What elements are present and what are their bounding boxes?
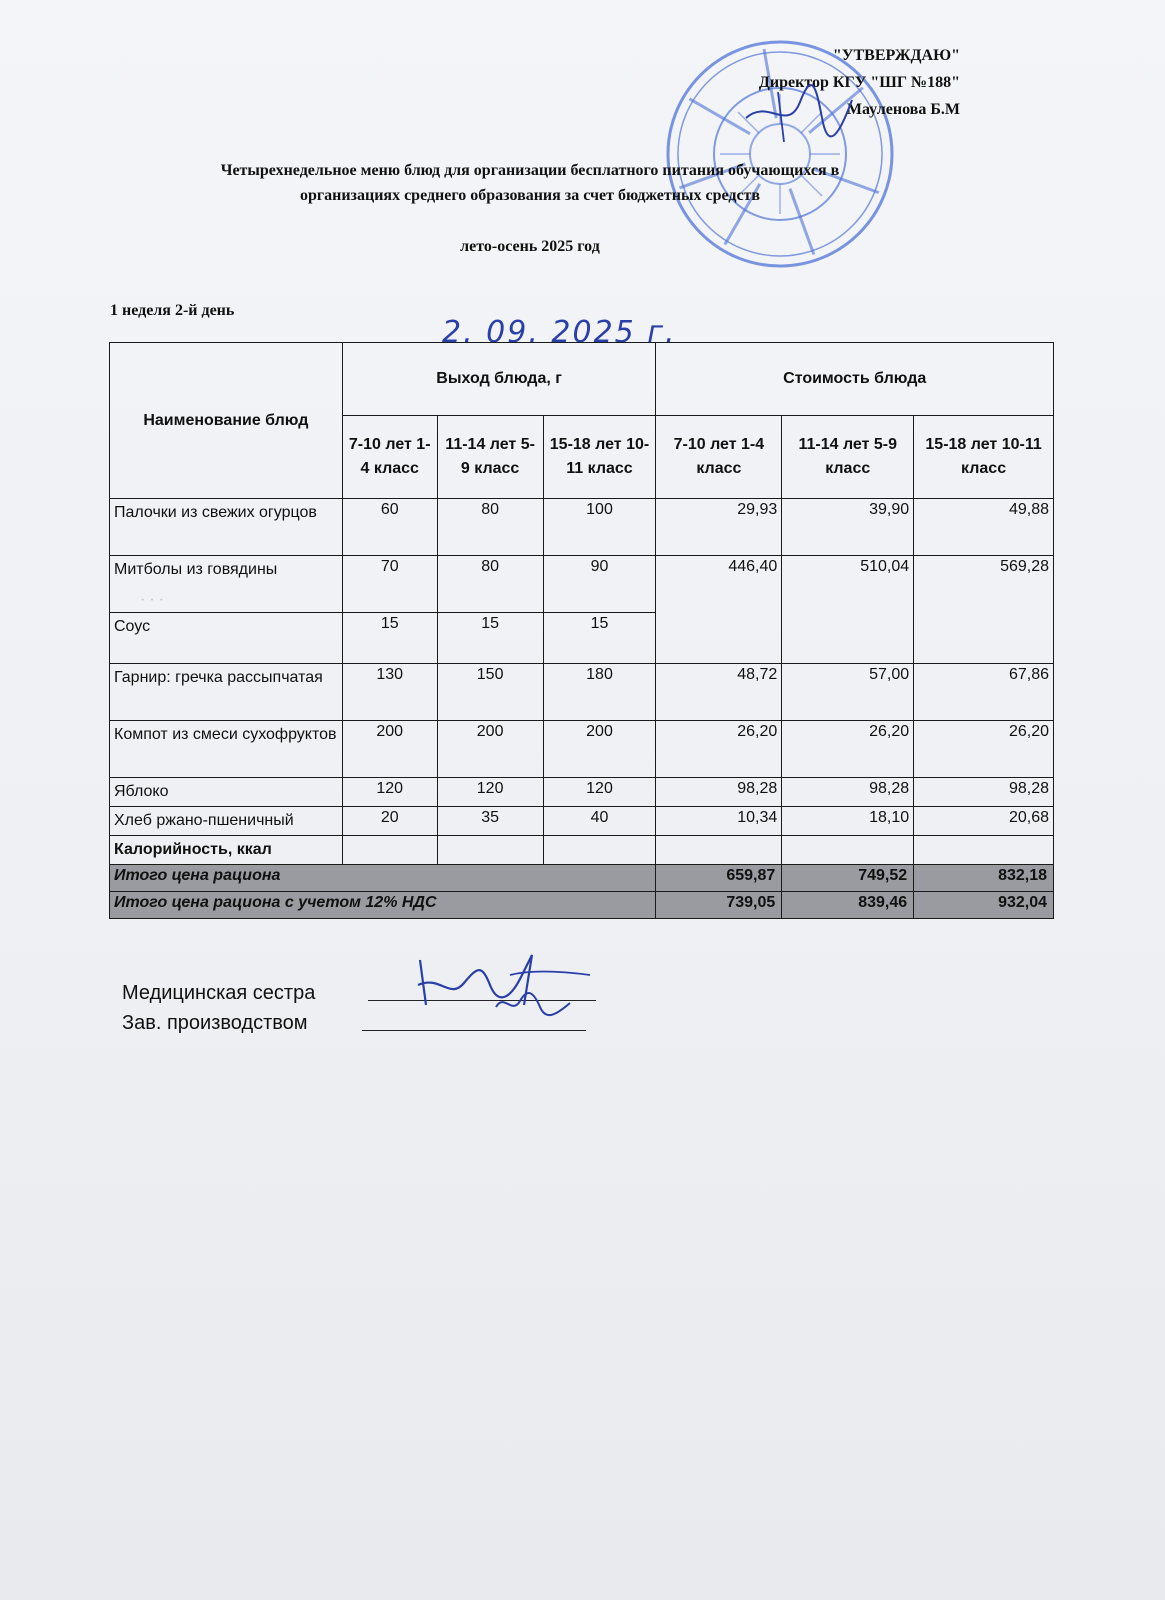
dish-name: Компот из смеси сухофруктов: [110, 721, 343, 778]
yield-cell: 180: [543, 664, 656, 721]
table-row: [110, 499, 1054, 556]
cost-cell: 49,88: [914, 499, 1054, 556]
dish-name: Гарнир: гречка рассыпчатая: [110, 664, 343, 721]
total-cost: 749,52: [782, 865, 914, 892]
signature-labels: [122, 978, 315, 1038]
document-title: [100, 158, 960, 208]
week-day-label: 1 неделя 2-й день: [110, 302, 235, 319]
yield-cell: 200: [437, 721, 543, 778]
cost-cell: 57,00: [782, 664, 914, 721]
table-row: [110, 807, 1054, 836]
total-row: [110, 865, 1054, 892]
cost-cell: 26,20: [782, 721, 914, 778]
cost-cell: 26,20: [656, 721, 782, 778]
empty-cell: [437, 836, 543, 865]
empty-cell: [342, 836, 437, 865]
cost-cell: 48,72: [656, 664, 782, 721]
total-vat-row: [110, 892, 1054, 919]
subheader: 11-14 лет 5-9 класс: [782, 416, 914, 499]
cost-cell: 446,40: [656, 556, 782, 664]
total-cost: 659,87: [656, 865, 782, 892]
table-row: [110, 664, 1054, 721]
yield-cell: 15: [543, 613, 656, 664]
cost-cell: 29,93: [656, 499, 782, 556]
total-cost: 832,18: [914, 865, 1054, 892]
production-label: Зав. производством: [122, 1012, 308, 1034]
director-signature-icon: [738, 78, 858, 148]
table-row: [110, 778, 1054, 807]
cost-cell: 510,04: [782, 556, 914, 664]
yield-cell: 80: [437, 556, 543, 613]
approval-line1: "УТВЕРЖДАЮ": [832, 47, 960, 64]
empty-cell: [656, 836, 782, 865]
yield-cell: 20: [342, 807, 437, 836]
yield-cell: 35: [437, 807, 543, 836]
yield-cell: 100: [543, 499, 656, 556]
yield-cell: 15: [342, 613, 437, 664]
handwritten-signature-icon: [400, 945, 600, 1030]
total-vat-cost: 739,05: [656, 892, 782, 919]
total-vat-cost: 932,04: [914, 892, 1054, 919]
yield-cell: 200: [543, 721, 656, 778]
menu-table: [109, 342, 1054, 919]
yield-cell: 130: [342, 664, 437, 721]
total-vat-label: Итого цена рациона с учетом 12% НДС: [110, 892, 656, 919]
col-dish-name: Наименование блюд: [110, 343, 343, 499]
show-through-text: · · ·: [140, 592, 164, 609]
cost-cell: 39,90: [782, 499, 914, 556]
empty-cell: [543, 836, 656, 865]
calories-label: Калорийность, ккал: [110, 836, 343, 865]
dish-name: Хлеб ржано-пшеничный: [110, 807, 343, 836]
yield-cell: 60: [342, 499, 437, 556]
approval-line2: Директор КГУ "ШГ №188": [758, 74, 960, 91]
cost-cell: 98,28: [914, 778, 1054, 807]
yield-cell: 120: [342, 778, 437, 807]
yield-cell: 120: [543, 778, 656, 807]
yield-cell: 200: [342, 721, 437, 778]
total-label: Итого цена рациона: [110, 865, 656, 892]
subheader: 15-18 лет 10-11 класс: [914, 416, 1054, 499]
cost-cell: 569,28: [914, 556, 1054, 664]
table-row: [110, 721, 1054, 778]
title-line2: организациях среднего образования за счет бюджетных средств: [299, 187, 761, 204]
yield-cell: 70: [342, 556, 437, 613]
total-vat-cost: 839,46: [782, 892, 914, 919]
yield-cell: 120: [437, 778, 543, 807]
col-group-yield: Выход блюда, г: [342, 343, 656, 416]
table-header-row: [110, 343, 1054, 416]
table-row: [110, 556, 1054, 613]
dish-name: Соус: [110, 613, 343, 664]
col-group-cost: Стоимость блюда: [656, 343, 1054, 416]
yield-cell: 150: [437, 664, 543, 721]
yield-cell: 90: [543, 556, 656, 613]
yield-cell: 15: [437, 613, 543, 664]
calories-row: [110, 836, 1054, 865]
empty-cell: [914, 836, 1054, 865]
nurse-label: Медицинская сестра: [122, 982, 316, 1004]
cost-cell: 20,68: [914, 807, 1054, 836]
season-label: лето-осень 2025 год: [460, 238, 600, 255]
cost-cell: 98,28: [656, 778, 782, 807]
production-signature-line: [362, 1030, 586, 1031]
subheader: 11-14 лет 5-9 класс: [437, 416, 543, 499]
approval-line3: Мауленова Б.М: [846, 101, 960, 118]
yield-cell: 80: [437, 499, 543, 556]
dish-name: Митболы из говядины: [110, 556, 343, 613]
empty-cell: [782, 836, 914, 865]
subheader: 7-10 лет 1-4 класс: [342, 416, 437, 499]
dish-name: Яблоко: [110, 778, 343, 807]
cost-cell: 18,10: [782, 807, 914, 836]
yield-cell: 40: [543, 807, 656, 836]
cost-cell: 10,34: [656, 807, 782, 836]
subheader: 15-18 лет 10-11 класс: [543, 416, 656, 499]
cost-cell: 98,28: [782, 778, 914, 807]
subheader: 7-10 лет 1-4 класс: [656, 416, 782, 499]
title-line1: Четырехнедельное меню блюд для организации бесплатного питания обучающихся в: [220, 162, 840, 179]
dish-name: Палочки из свежих огурцов: [110, 499, 343, 556]
cost-cell: 26,20: [914, 721, 1054, 778]
handwritten-date-text: 2. 09. 2025 г.: [442, 315, 677, 350]
cost-cell: 67,86: [914, 664, 1054, 721]
